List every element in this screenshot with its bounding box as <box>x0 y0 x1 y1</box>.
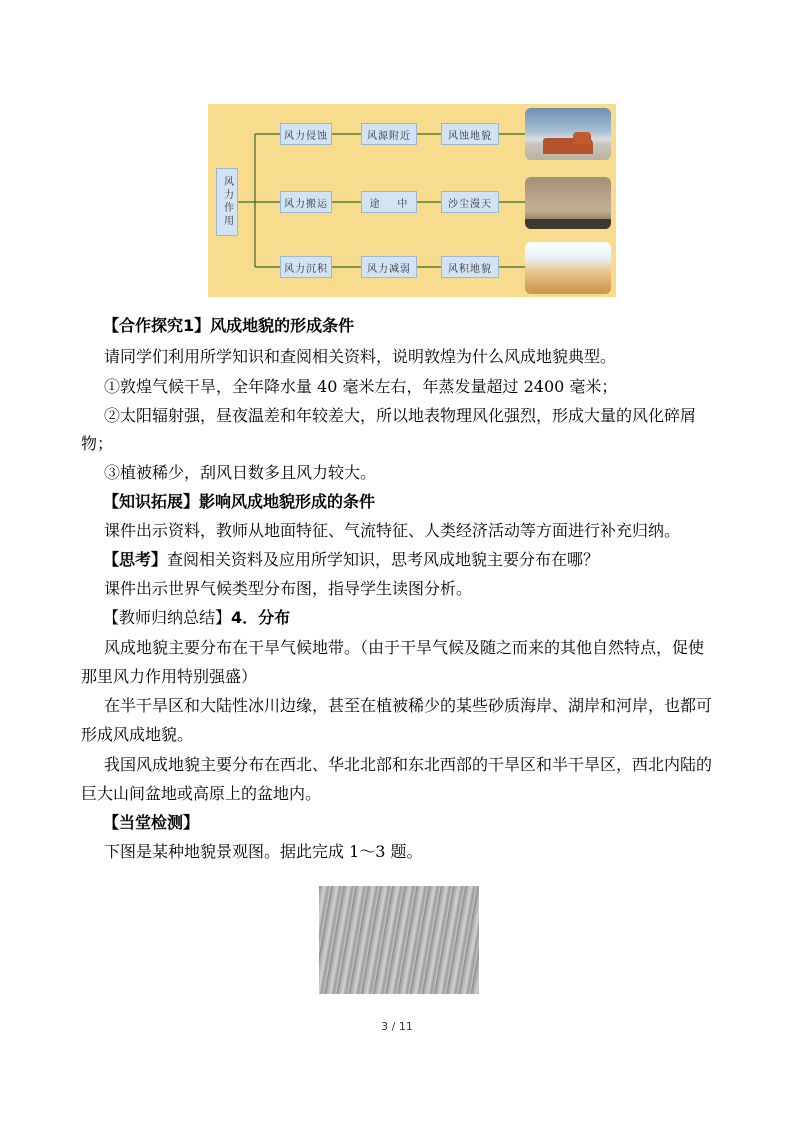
paragraph: 下图是某种地貌景观图。据此完成 1～3 题。 <box>104 842 423 861</box>
paragraph: 在半干旱区和大陆性冰川边缘，甚至在植被稀少的某些砂质海岸、湖岸和河岸，也都可 <box>104 696 713 715</box>
heading-knowledge-extension <box>103 491 375 513</box>
wind-weakening-box: 风力减弱 <box>361 256 417 278</box>
paragraph: ③植被稀少，刮风日数多且风力较大。 <box>104 463 377 482</box>
page-number: 3 / 11 <box>381 1020 413 1033</box>
heading-bracket: 【思考】 <box>103 550 168 569</box>
heading-in-class-test: 【当堂检测】 <box>103 813 200 832</box>
heading-text: 查阅相关资料及应用所学知识，思考风成地貌主要分布在哪？ <box>167 550 600 569</box>
paragraph: 那里风力作用特别强盛） <box>81 667 258 686</box>
wind-action-root-box: 风力作用 <box>216 168 238 236</box>
wind-erosion-photo <box>525 108 611 160</box>
wind-transport-box: 风力搬运 <box>280 191 332 213</box>
wind-erosion-box: 风力侵蚀 <box>280 123 332 145</box>
sandstorm-photo <box>525 177 611 229</box>
heading-text: 4．分布 <box>231 608 291 627</box>
paragraph: 物； <box>81 434 114 453</box>
heading-text: 影响风成地貌形成的条件 <box>199 492 376 511</box>
wind-action-diagram <box>208 104 616 297</box>
sand-dune-photo <box>525 242 611 294</box>
yardang-rock-top <box>573 132 591 144</box>
en-route-box: 途 中 <box>361 191 417 213</box>
paragraph: 风成地貌主要分布在干旱气候地带。（由于干旱气候及随之而来的其他自然特点，促使 <box>104 638 705 657</box>
paragraph: 请同学们利用所学知识和查阅相关资料，说明敦煌为什么风成地貌典型。 <box>104 347 617 366</box>
paragraph: ①敦煌气候干旱，全年降水量 40 毫米左右，年蒸发量超过 2400 毫米； <box>104 377 618 396</box>
wind-erosion-landform-box: 风蚀地貌 <box>441 123 499 145</box>
heading-bracket: 【合作探究1】 <box>103 316 211 335</box>
heading-bracket: 【知识拓展】 <box>103 492 200 511</box>
heading-teacher-summary <box>103 607 290 629</box>
paragraph: ②太阳辐射强，昼夜温差和年较差大，所以地表物理风化强烈，形成大量的风化碎屑 <box>104 406 697 425</box>
heading-think <box>103 549 599 571</box>
heading-bracket: 【教师归纳总结】 <box>103 608 232 627</box>
sandstorm-box: 沙尘漫天 <box>441 191 499 213</box>
paragraph: 我国风成地貌主要分布在西北、华北北部和东北西部的干旱区和半干旱区，西北内陆的 <box>104 755 713 774</box>
heading-text: 风成地貌的形成条件 <box>210 316 355 335</box>
sand-ripple-photo <box>319 886 479 994</box>
aeolian-deposition-landform-box: 风积地貌 <box>441 256 499 278</box>
ground-strip <box>525 219 611 229</box>
wind-source-box: 风源附近 <box>361 123 417 145</box>
paragraph: 课件出示世界气候类型分布图，指导学生读图分析。 <box>104 579 473 598</box>
paragraph: 课件出示资料，教师从地面特征、气流特征、人类经济活动等方面进行补充归纳。 <box>104 521 681 540</box>
paragraph: 巨大山间盆地或高原上的盆地内。 <box>81 784 322 803</box>
wind-deposition-box: 风力沉积 <box>280 256 332 278</box>
paragraph: 形成风成地貌。 <box>81 725 194 744</box>
heading-cooperative-inquiry <box>103 315 354 337</box>
